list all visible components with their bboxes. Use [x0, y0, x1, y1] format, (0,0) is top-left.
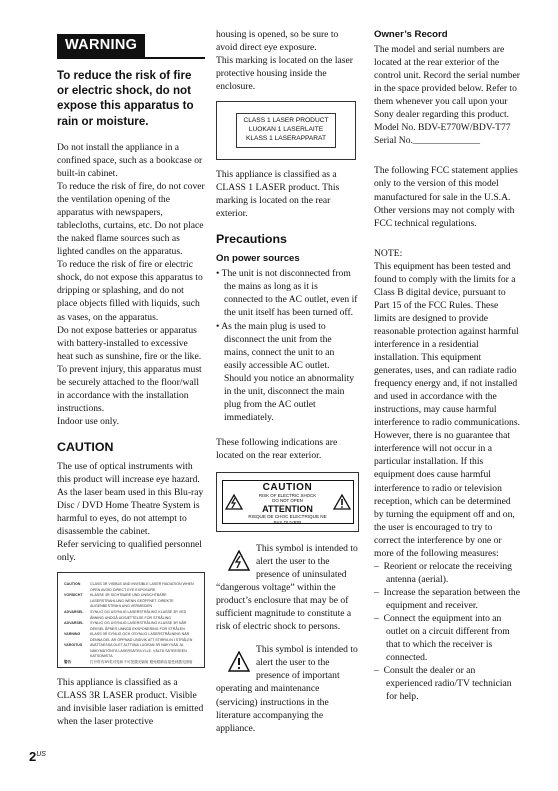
caution-paragraph: Refer servicing to qualified personnel only. — [57, 539, 202, 564]
shock-caution-label-image — [216, 472, 359, 532]
power-sources-title: On power sources — [216, 253, 300, 265]
warning-title: WARNING — [57, 34, 145, 57]
caution-title: CAUTION — [57, 439, 114, 454]
caution-label-line: RISK OF ELECTRIC SHOCK — [258, 492, 317, 498]
symbol-voltage-paragraph: This symbol is intended to alert the user to the presence of uninsulated “dangerous voltage” within the product’s enclosure that may be of sufficient magnitude to constitute a risk of electric shock to persons. — [216, 542, 358, 633]
laser-label-line: KLASS 1 LASERAPPARAT — [245, 135, 326, 143]
owners-record-paragraph: The model and serial numbers are located at the rear exterior of the control unit. Record the serial number in the space provided below. Refer to them whenever you call upon your Sony dealer regarding this product. — [374, 44, 520, 121]
class1-laser-label-image — [216, 101, 356, 160]
lightning-triangle-icon — [228, 550, 250, 572]
page-number: $2^{US}$ — [29, 749, 46, 764]
caution-label-line: DO NOT OPEN — [272, 498, 303, 504]
measure-item: – Connect the equipment into an outlet on a circuit different from that to which the receiver is connected. — [374, 612, 510, 664]
column-right — [374, 28, 520, 703]
caution-label-title: CAUTION — [262, 481, 313, 493]
exclamation-triangle-icon — [228, 651, 250, 673]
warning-paragraph: Indoor use only. — [57, 415, 119, 427]
column-middle — [216, 28, 359, 735]
warning-paragraph: To reduce the risk of fire, do not cover the ventilation opening of the apparatus with newspapers, tablecloths, curtains, etc. Do not place the naked flame sources such as lighted candles on the apparatus. — [57, 181, 205, 258]
warning-paragraph: To prevent injury, this apparatus must be securely attached to the floor/wall in accordance with the installation instructions. — [57, 363, 202, 414]
measure-item: – Increase the separation between the equipment and receiver. — [374, 586, 520, 611]
label-row: CAUTION CLASS 3R VISIBLE AND INVISIBLE LASER RADIATION WHEN OPEN AVOID DIRECT EYE EXPOSURE — [64, 582, 194, 592]
attention-label-title: ATTENTION — [262, 503, 313, 514]
warning-heading: To reduce the risk of fire or electric shock, do not expose this apparatus to rain or moisture. — [57, 68, 194, 128]
laser-label-line: CLASS 1 LASER PRODUCT — [243, 117, 329, 125]
label-row: VAROITUS AVATTAESSA OLET ALTTIINA LUOKAN 3R NÄKYVÄÄ JA NÄKYMÄTÖNTÄ LASERSÄTEILYLLE. VÄLTÄ SÄTEESEEN KATSOMISTA — [64, 643, 187, 659]
exclamation-triangle-icon — [333, 494, 351, 510]
warning-rule — [57, 57, 205, 59]
label-row: VORSICHT KLASSE 3R SICHTBARE UND UNSICHTBARE LASERSTRAHLUNG WENN GEÖFFNET. DIREKTE AUGENBESTRAHLUNG VERMEIDEN — [64, 593, 174, 609]
warning-paragraph: Do not expose batteries or apparatus with battery-installed to excessive heat such as sunshine, fire or the like. — [57, 324, 202, 362]
model-number: Model No. BDV-E770W/BDV-T77 — [374, 122, 511, 134]
indications-paragraph: These following indications are located on the rear exterior. — [216, 436, 338, 461]
continued-paragraph: housing is opened, so be sure to avoid direct eye exposure. — [216, 29, 339, 54]
label-row: ADVARSEL SYNLIG OG USYNLIG LASERSTRÅLING KLASSE 3R VED ÅBNING UNDGÅ UDSÆTTELSE FOR STRÅLING — [64, 609, 187, 620]
column-left — [57, 28, 205, 728]
warning-paragraph: To reduce the risk of fire or electric shock, do not expose this apparatus to dripping or splashing, and do not place objects filled with liquids, such as vases, on the apparatus. — [57, 259, 203, 323]
measure-item: – Consult the dealer or an experienced radio/TV technician for help. — [374, 665, 512, 703]
fcc-paragraph: The following FCC statement applies only to the version of this model manufactured for sale in the U.S.A. Other versions may not comply with FCC technical regulations. — [374, 165, 518, 229]
caution-paragraph: The use of optical instruments with this product will increase eye hazard. As the laser beam used in this Blu-ray Disc / DVD Home Theatre System is harmful to eyes, do not attempt to disassemble the cabinet. — [57, 460, 204, 538]
label-row: ADVARSEL SYNLIG OG USYNLIG LASERSTRÅLING KLASSE 3R NÅR DEKSEL ÅPNES UNNGÅ EKSPONERING FOR STRÅLEN — [64, 621, 187, 631]
note-label: NOTE: — [374, 247, 403, 259]
attention-label-line: RISQUE DE CHOC ELECTRIQUE NE PAS OUVRIR — [248, 513, 327, 525]
lightning-triangle-icon — [225, 494, 243, 510]
serial-number: Serial No.______________ — [374, 135, 481, 147]
laser-class-paragraph: This appliance is classified as a CLASS 3R LASER product. Visible and invisible laser radiation is emitted when the laser protective — [57, 677, 204, 728]
precautions-title: Precautions — [216, 232, 287, 247]
symbol-instructions-paragraph: This symbol is intended to alert the user to the presence of important operating and maintenance (servicing) instructions in the literature accompanying the appliance. — [216, 644, 358, 734]
label-row: 警告 打开时有3R类可见和不可见激光辐射 避免眼睛直接受到激光照射 — [64, 660, 193, 665]
label-row: VARNING KLASS 3R SYNLIG OCH OSYNLIG LASERSTRÅLNING NÄR DENNA DEL ÄR ÖPPNAD UNDVIK ATT STIRRA IN I STRÅLEN — [64, 632, 193, 642]
laser-warning-label-image — [57, 572, 205, 668]
measure-item: – Reorient or relocate the receiving antenna (aerial). — [374, 560, 512, 585]
power-bullet: • As the main plug is used to disconnect the unit from the mains, connect the unit to an easily accessible AC outlet. Should you notice an abnormality in the unit, disconnect the main plug from the AC outlet immediately. — [216, 320, 355, 423]
note-paragraph: This equipment has been tested and found to comply with the limits for a Class B digital device, pursuant to Part 15 of the FCC Rules. These limits are designed to provide reasonable protection against harmful interference in a residential installation. This equipment generates, uses, and can radiate radio frequency energy and, if not installed and used in accordance with the instructions, may cause harmful interference to radio communications. However, there is no guarantee that interference will not occur in a particular installation. If this equipment does cause harmful interference to radio or television reception, which can be determined by turning the equipment off and on, the user is encouraged to try to correct the interference by one or more of the following measures: — [374, 260, 520, 559]
page-suffix: US — [36, 751, 46, 758]
power-bullet: • The unit is not disconnected from the mains as long as it is connected to the AC outlet, even if the unit itself has been turned off. — [216, 268, 358, 319]
marking-paragraph: This marking is located on the laser protective housing inside the enclosure. — [216, 55, 353, 93]
owners-record-title: Owner’s Record — [374, 29, 448, 40]
warning-paragraph: Do not install the appliance in a confined space, such as a bookcase or built-in cabinet. — [57, 141, 203, 179]
class1-paragraph: This appliance is classified as a CLASS 1 LASER product. This marking is located on the rear exterior. — [216, 169, 340, 220]
laser-label-line: LUOKAN 1 LASERLAITE — [248, 126, 324, 134]
